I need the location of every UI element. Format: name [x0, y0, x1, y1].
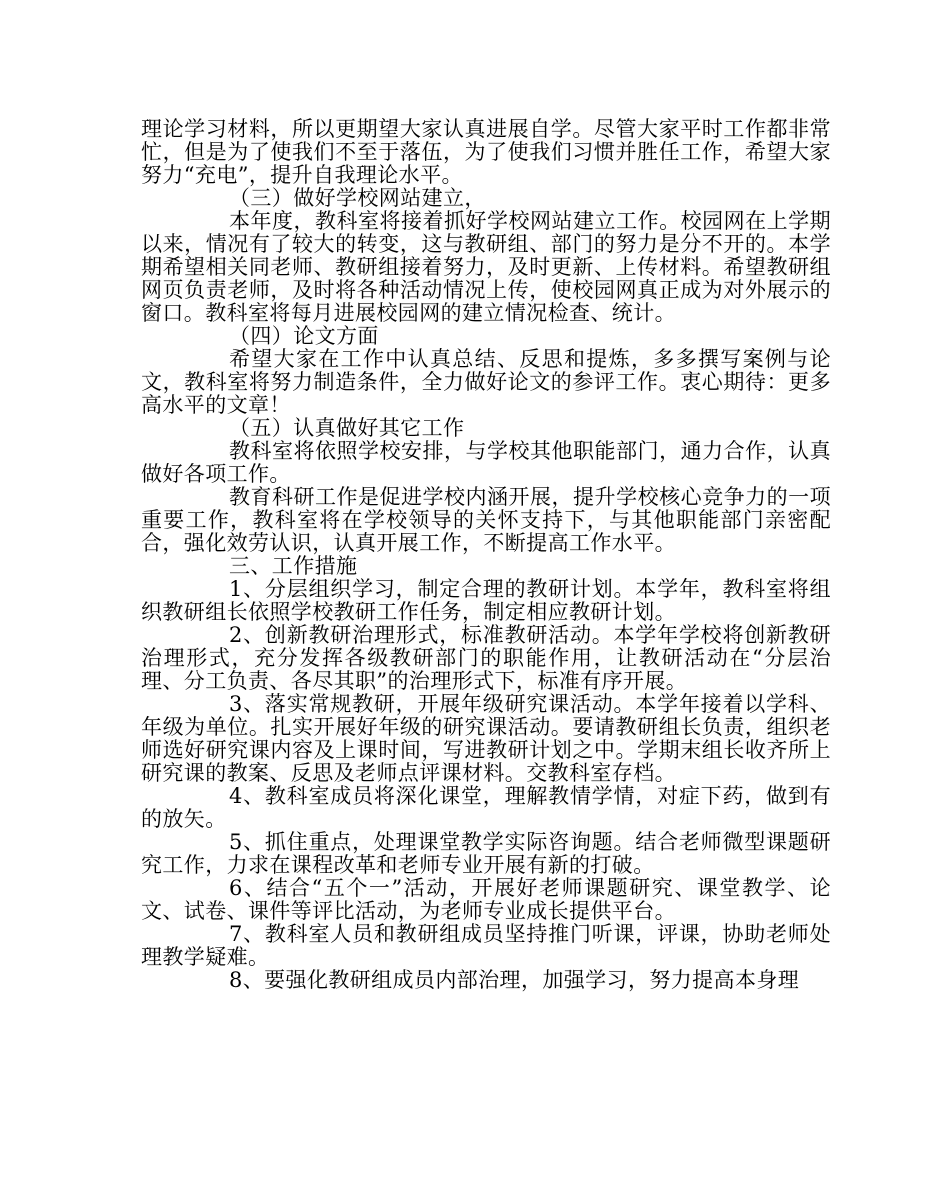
- measure-item-2: 2、创新教研治理形式，标准教研活动。本学年学校将创新教研治理形式，充分发挥各级教研部门的职能作用，让教研活动在“分层治理、分工负责、各尽其职”的治理形式下，标准有序开展。: [141, 623, 831, 693]
- measure-item-5: 5、抓住重点，处理课堂教学实际咨询题。结合老师微型课题研究工作，力求在课程改革和老师专业开展有新的打破。: [141, 830, 831, 877]
- paragraph-other-work: 教科室将依照学校安排，与学校其他职能部门，通力合作，认真做好各项工作。: [141, 439, 831, 486]
- paragraph-papers: 希望大家在工作中认真总结、反思和提炼，多多撰写案例与论文，教科室将努力制造条件，全力做好论文的参评工作。衷心期待：更多高水平的文章！: [141, 347, 831, 417]
- document-body: [141, 118, 831, 992]
- paragraph-continuation: 理论学习材料，所以更期望大家认真进展自学。尽管大家平时工作都非常忙，但是为了使我们不至于落伍，为了使我们习惯并胜任工作，希望大家努力“充电”，提升自我理论水平。: [141, 117, 831, 187]
- section-heading-measures: 三、工作措施: [229, 554, 358, 578]
- section-heading-website: （三）做好学校网站建立，: [229, 186, 486, 210]
- measure-item-7: 7、教科室人员和教研组成员坚持推门听课，评课，协助老师处理教学疑难。: [141, 922, 831, 969]
- section-heading-other-work: （五）认真做好其它工作: [229, 416, 465, 440]
- measure-item-8: 8、要强化教研组成员内部治理，加强学习，努力提高本身理: [229, 968, 800, 992]
- section-heading-papers: （四）论文方面: [229, 324, 379, 348]
- measure-item-4: 4、教科室成员将深化课堂，理解教情学情，对症下药，做到有的放矢。: [141, 784, 831, 831]
- measure-item-1: 1、分层组织学习，制定合理的教研计划。本学年，教科室将组织教研组长依照学校教研工作任务，制定相应教研计划。: [141, 577, 831, 624]
- paragraph-website: 本年度，教科室将接着抓好学校网站建立工作。校园网在上学期以来，情况有了较大的转变，这与教研组、部门的努力是分不开的。本学期希望相关同老师、教研组接着努力，及时更新、上传材料。希望教研组网页负责老师，及时将各种活动情况上传，使校园网真正成为对外展示的窗口。教科室将每月进展校园网的建立情况检查、统计。: [141, 209, 831, 325]
- measure-item-6: 6、结合“五个一”活动，开展好老师课题研究、课堂教学、论文、试卷、课件等评比活动，为老师专业成长提供平台。: [141, 876, 831, 923]
- measure-item-3: 3、落实常规教研，开展年级研究课活动。本学年接着以学科、年级为单位。扎实开展好年级的研究课活动。要请教研组长负责，组织老师选好研究课内容及上课时间，写进教研计划之中。学期末组长收齐所上研究课的教案、反思及老师点评课材料。交教科室存档。: [141, 692, 831, 785]
- paragraph-research-importance: 教育科研工作是促进学校内涵开展，提升学校核心竞争力的一项重要工作，教科室将在学校领导的关怀支持下，与其他职能部门亲密配合，强化效劳认识，认真开展工作，不断提高工作水平。: [141, 485, 831, 555]
